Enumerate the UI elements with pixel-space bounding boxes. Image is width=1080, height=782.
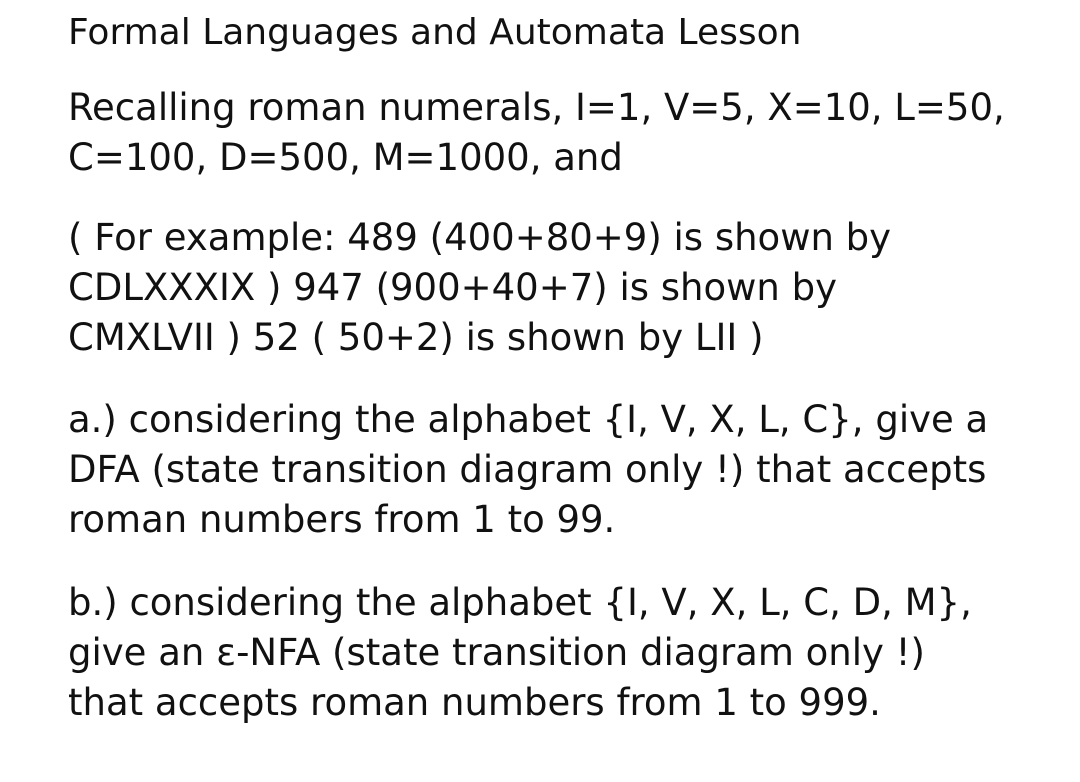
example-line: ( For example: 489 (400+80+9) is shown by (68, 216, 892, 259)
question-a-line: DFA (state transition diagram only !) that accepts (68, 448, 987, 491)
question-a-line: roman numbers from 1 to 99. (68, 498, 616, 541)
question-b-line: give an ε-NFA (state transition diagram only !) (68, 631, 925, 674)
question-b-line: b.) considering the alphabet {I, V, X, L, C, D, M}, (68, 581, 972, 624)
question-b-paragraph (68, 578, 1068, 728)
question-a-line: a.) considering the alphabet {I, V, X, L, C}, give a (68, 398, 989, 441)
example-line: CMXLVII ) 52 ( 50+2) is shown by LII ) (68, 316, 764, 359)
intro-line: C=100, D=500, M=1000, and (68, 136, 623, 179)
question-a-paragraph (68, 395, 1068, 545)
intro-line: Recalling roman numerals, I=1, V=5, X=10, L=50, (68, 86, 1005, 129)
question-b-line: that accepts roman numbers from 1 to 999. (68, 681, 881, 724)
example-paragraph (68, 213, 1068, 363)
example-line: CDLXXXIX ) 947 (900+40+7) is shown by (68, 266, 837, 309)
intro-paragraph (68, 83, 1068, 183)
page-title: Formal Languages and Automata Lesson (68, 12, 802, 53)
